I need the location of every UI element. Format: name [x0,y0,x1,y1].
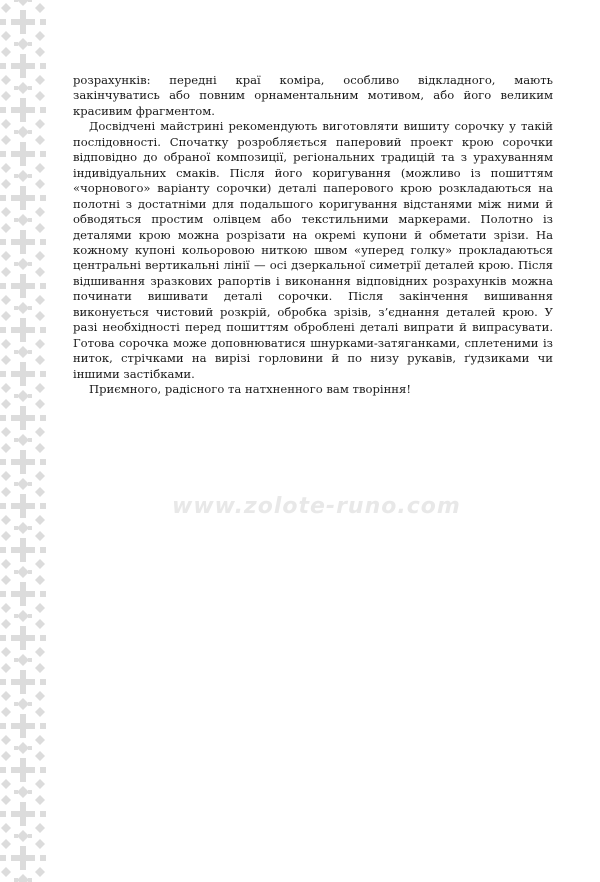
paragraph-1: розрахунків: передні краї коміра, особливо відкладного, мають закінчуватись або повним орнаментальним мотивом, або його великим красивим фрагментом. [73,73,553,118]
body-text [73,73,553,398]
embroidery-ornament-icon [0,0,46,882]
paragraph-3: Приємного, радісного та натхненного вам творіння! [89,382,412,397]
ornament-border [0,0,46,882]
watermark: www.zolote-runo.com [172,494,461,519]
paragraph-2: Досвідчені майстрині рекомендують виготовляти вишиту сорочку у такій послідовності. Спочатку розробляється паперовий проект крою сорочки відповідно до обраної композиції, регіональних традицій та з урахуванням індивідуальних смаків. Після його коригування (можливо із пошиттям «чорнового» варіанту сорочки) деталі паперового крою розкладаються на полотні з достатніми для подальшого коригування відстанями між ними й обводяться простим олівцем або текстильними маркерами. Полотно із деталями крою можна розрізати на окремі купони й обметати зрізи. На кожному купоні кольоровою ниткою швом «уперед голку» прокладаються центральні вертикальні лінії — осі дзеркальної симетрії деталей крою. Після відшивання зразкових рапортів і виконання відповідних розрахунків можна починати вишивати деталі сорочки. Після закінчення вишивання виконується чистовий розкрій, обробка зрізів, з’єднання деталей крою. У разі необхідності перед пошиттям оброблені деталі випрати й випрасувати. Готова сорочка може доповнюватися шнурками-затяганками, сплетеними із ниток, стрічками на вирізі горловини й по низу рукавів, ґудзиками чи іншими застібками. [73,119,553,381]
